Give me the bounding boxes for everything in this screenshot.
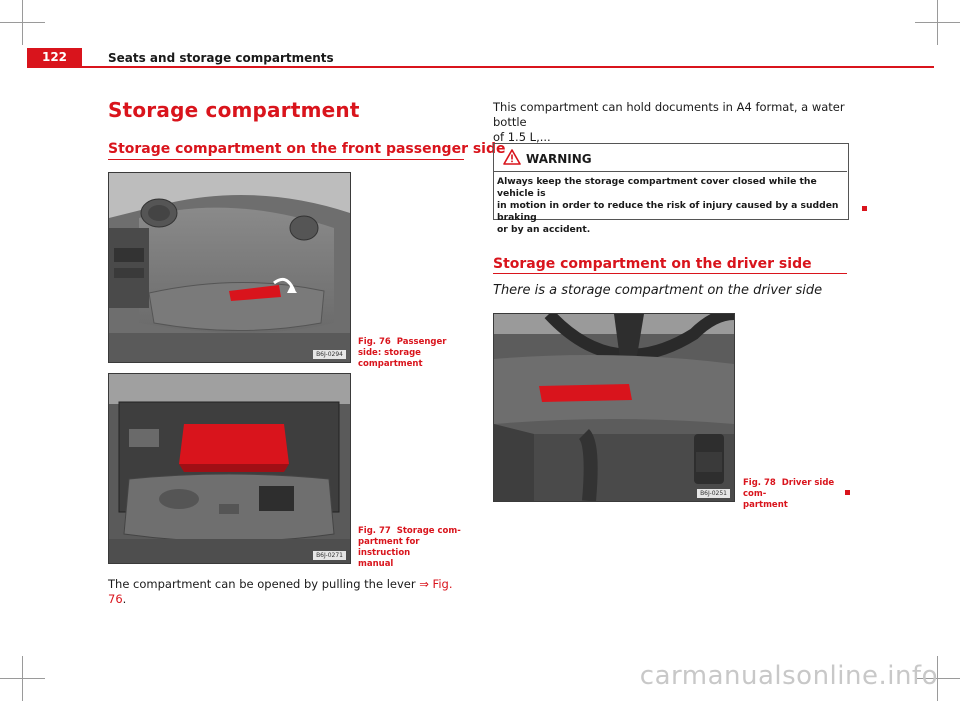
italic-subtitle: There is a storage compartment on the driver side xyxy=(493,283,823,298)
caption-line: partment xyxy=(743,500,788,510)
figure-code: B6J-0294 xyxy=(313,350,346,359)
figure-number: Fig. 77 xyxy=(358,526,391,536)
warning-line: Always keep the storage compartment cover closed while the vehicle is xyxy=(497,176,817,199)
figure-number: Fig. 76 xyxy=(358,337,391,347)
warning-line: in motion in order to reduce the risk of injury caused by a sudden braking xyxy=(497,200,839,223)
warning-text xyxy=(497,176,843,236)
figure-77-caption xyxy=(358,526,468,570)
caption-line: manual xyxy=(358,559,394,569)
intro-line: of 1.5 L,... xyxy=(493,130,551,144)
figure-76-caption xyxy=(358,337,468,370)
header-rule xyxy=(82,66,934,68)
body-text: . xyxy=(122,592,127,606)
end-mark xyxy=(862,206,867,211)
intro-paragraph xyxy=(493,100,853,145)
crop-mark xyxy=(937,0,938,45)
end-mark xyxy=(845,490,850,495)
figure-code: B6J-0251 xyxy=(697,489,730,498)
page-number: 122 xyxy=(41,50,68,64)
caption-line: Passenger side: storage compartment xyxy=(358,337,447,369)
watermark: carmanualsonline.info xyxy=(639,661,938,691)
figure-78-image xyxy=(493,313,735,502)
caption-line: Driver side com- xyxy=(743,478,835,499)
main-heading: Storage compartment xyxy=(108,98,360,122)
figure-number: Fig. 78 xyxy=(743,478,776,488)
subheading-driver-side: Storage compartment on the driver side xyxy=(493,256,812,272)
warning-line: or by an accident. xyxy=(497,224,591,235)
figure-code: B6J-0271 xyxy=(313,551,346,560)
subheading-rule xyxy=(493,273,847,274)
subheading-passenger-side: Storage compartment on the front passenger side xyxy=(108,141,506,157)
body-text: The compartment can be opened by pulling the lever xyxy=(108,577,420,591)
figure-78-caption xyxy=(743,478,853,511)
crop-mark xyxy=(22,0,23,45)
caption-line: Storage com- xyxy=(396,526,461,536)
figure-76-image xyxy=(108,172,351,363)
section-title: Seats and storage compartments xyxy=(108,51,334,65)
subheading-rule xyxy=(108,159,464,160)
caption-line: partment for instruction xyxy=(358,537,420,558)
warning-title: WARNING xyxy=(526,152,592,166)
figure-link[interactable]: ⇒ Fig. 76 xyxy=(108,577,453,606)
figure-77-image xyxy=(108,373,351,564)
intro-line: This compartment can hold documents in A4 format, a water bottle xyxy=(493,100,845,129)
crop-mark xyxy=(22,656,23,701)
body-paragraph xyxy=(108,577,468,607)
warning-icon xyxy=(503,149,521,165)
